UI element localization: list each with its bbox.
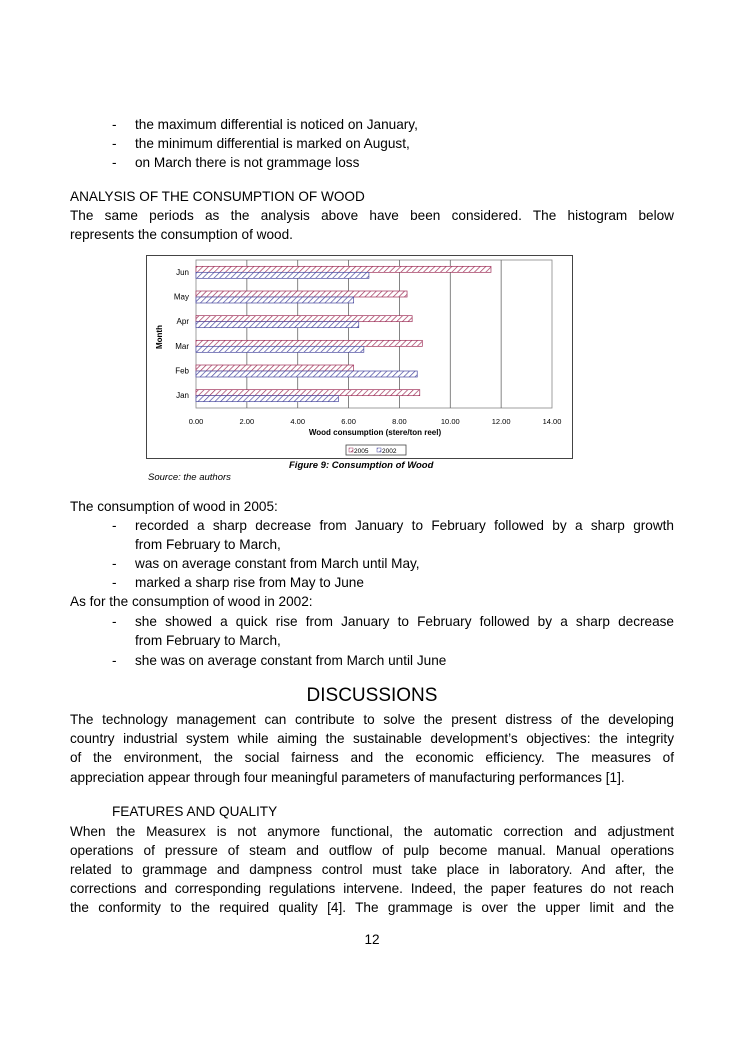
discussions-line-2: country industrial system while aiming the sustainable development’s objectives: the integrity	[70, 731, 674, 746]
x-tick-label: 4.00	[290, 417, 306, 426]
bar-2002-may	[196, 297, 354, 303]
x-tick-label: 2.00	[239, 417, 255, 426]
discussions-line-4: appreciation appear through four meaningful parameters of manufacturing performances [1].	[70, 770, 625, 785]
bar-2005-apr	[196, 316, 412, 322]
x-tick-label: 10.00	[440, 417, 460, 426]
y-tick-label: Mar	[175, 341, 189, 351]
y-tick-label: Apr	[176, 317, 189, 327]
x-tick-label: 14.00	[542, 417, 562, 426]
consumption-2002-bullet-2: she was on average constant from March until June	[135, 653, 447, 668]
bar-2002-apr	[196, 322, 359, 328]
bar-2005-mar	[196, 340, 422, 346]
section-heading-wood: ANALYSIS OF THE CONSUMPTION OF WOOD	[70, 189, 365, 204]
consumption-2005-bullet-1-line-1: recorded a sharp decrease from January to February followed by a sharp growth	[135, 518, 674, 533]
bullet-dash: -	[112, 518, 117, 533]
features-line-3: related to grammage and dampness control must take place in laboratory. And after, the	[70, 862, 674, 877]
consumption-2005-intro: The consumption of wood in 2005:	[70, 499, 278, 514]
bullet-dash: -	[112, 117, 117, 132]
intro-bullet-2: the minimum differential is marked on August,	[135, 136, 410, 151]
consumption-2005-bullet-3: marked a sharp rise from May to June	[135, 575, 364, 590]
consumption-2002-bullet-1-line-2: from February to March,	[135, 633, 281, 648]
x-tick-label: 8.00	[392, 417, 407, 426]
figure-caption: Figure 9: Consumption of Wood	[289, 460, 434, 471]
x-tick-label: 12.00	[491, 417, 511, 426]
intro-bullet-1: the maximum differential is noticed on January,	[135, 117, 418, 132]
bar-2002-jun	[196, 272, 369, 278]
features-line-1: When the Measurex is not anymore functional, the automatic correction and adjustment	[70, 824, 674, 839]
bullet-dash: -	[112, 155, 117, 170]
wood-paragraph-line-1: The same periods as the analysis above have been considered. The histogram below	[70, 208, 674, 223]
y-tick-label: Jun	[176, 267, 189, 277]
features-line-2: operations of pressure of steam and outflow of pulp become manual. Manual operations	[70, 843, 674, 858]
y-tick-label: Feb	[175, 366, 189, 376]
bar-2002-mar	[196, 346, 364, 352]
bar-2005-feb	[196, 365, 354, 371]
consumption-2002-bullet-1-line-1: she showed a quick rise from January to February followed by a sharp decrease	[135, 614, 674, 629]
bar-2005-jun	[196, 266, 491, 272]
consumption-2002-intro: As for the consumption of wood in 2002:	[70, 594, 313, 609]
bullet-dash: -	[112, 136, 117, 151]
legend-label-2005: 2005	[354, 448, 369, 455]
chart-y-axis-label: Month	[155, 325, 164, 349]
discussions-line-1: The technology management can contribute to solve the present distress of the developing	[70, 712, 674, 727]
wood-paragraph-line-2: represents the consumption of wood.	[70, 227, 293, 242]
bar-2005-may	[196, 291, 407, 297]
x-tick-label: 0.00	[188, 417, 204, 426]
y-tick-label: Jan	[176, 391, 189, 401]
chart-x-axis-label: Wood consumption (stere/ton reel)	[308, 428, 442, 437]
features-line-5: the conformity to the required quality [4]. The grammage is over the upper limit and the	[70, 900, 674, 915]
discussions-line-3: of the environment, the social fairness and the economic efficiency. The measures of	[70, 750, 674, 765]
x-tick-label: 6.00	[341, 417, 356, 426]
bullet-dash: -	[112, 653, 117, 668]
intro-bullet-3: on March there is not grammage loss	[135, 155, 360, 170]
page-number: 12	[364, 932, 380, 947]
bar-2002-jan	[196, 396, 338, 402]
features-heading: FEATURES AND QUALITY	[112, 804, 278, 819]
bar-2002-feb	[196, 371, 417, 377]
wood-consumption-chart	[146, 255, 574, 460]
y-tick-label: May	[173, 292, 189, 302]
consumption-2005-bullet-1-line-2: from February to March,	[135, 537, 281, 552]
legend-swatch-2005	[349, 448, 353, 452]
bullet-dash: -	[112, 556, 117, 571]
consumption-2005-bullet-2: was on average constant from March until May,	[135, 556, 420, 571]
discussions-heading: DISCUSSIONS	[306, 685, 438, 706]
bullet-dash: -	[112, 614, 117, 629]
bar-2005-jan	[196, 390, 420, 396]
legend-label-2002: 2002	[382, 448, 397, 455]
legend-swatch-2002	[377, 448, 381, 452]
features-line-4: corrections and corresponding regulations intervene. Indeed, the paper features do not reach	[70, 881, 674, 896]
chart-legend	[346, 445, 406, 455]
figure-source: Source: the authors	[148, 472, 231, 483]
bullet-dash: -	[112, 575, 117, 590]
